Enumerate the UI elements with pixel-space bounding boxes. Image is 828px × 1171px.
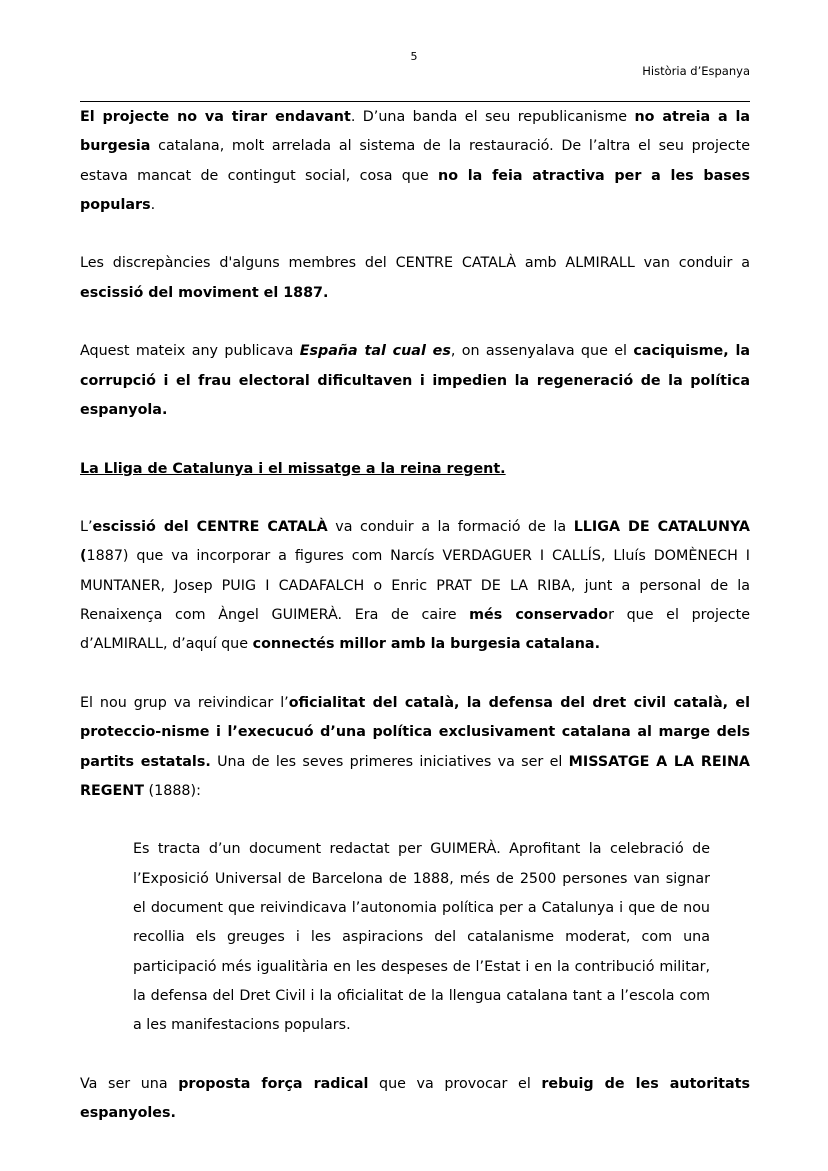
- text-segment: que va provocar el: [368, 1075, 542, 1092]
- bold-text: caciquisme, la corrupció i el frau electoral dificultaven i impedien la regeneració de la política espanyola.: [80, 343, 751, 418]
- text-segment: .: [150, 196, 156, 213]
- section-heading: [80, 455, 750, 484]
- text-segment: L’: [80, 519, 93, 536]
- text-segment: Una de les seves primeres iniciatives va ser el: [210, 753, 569, 770]
- bold-text: El projecte no va tirar endavant: [80, 109, 351, 125]
- text-segment: (1888):: [144, 782, 201, 799]
- text-segment: Aquest mateix any publicava: [80, 343, 300, 360]
- text-segment: Va ser una: [80, 1075, 179, 1092]
- text-segment: , on assenyalava que el: [450, 343, 634, 360]
- text-segment: Es tracta d’un document redactat per GUIMERÀ. Aprofitant la celebració de l’Exposició Universal de Barcelona de 1888, més de 2500 persones van signar el document que reivindicava l’autonomia política per a Catalunya i que de nou recollia els greuges i les aspiracions del catalanisme moderat, com una participació més igualitària en les despeses de l’Estat i en la contribució militar, la defensa del Dret Civil i la oficialitat de la llengua catalana tant a l’escola com a les manifestacions populars.: [133, 841, 710, 1034]
- bold-text: MISSATGE A LA REINA REGENT: [80, 753, 750, 799]
- bold-text: més conservado: [469, 607, 609, 624]
- bold-text: no la feia atractiva per a les bases populars: [80, 167, 750, 213]
- text-segment: . D’una banda el seu republicanisme: [350, 109, 635, 125]
- quoted-block-missatge: [133, 835, 710, 1040]
- paragraph-discrepancies: [80, 249, 750, 308]
- bold-text: proposta força radical: [178, 1075, 369, 1092]
- paragraph-conclusion: [80, 1070, 750, 1129]
- text-segment: La Lliga de Catalunya i el missatge a la reina regent.: [80, 460, 506, 477]
- header-title: Història d’Espanya: [642, 64, 750, 78]
- bold-text: oficialitat del català, la defensa del dret civil català, el proteccio-nisme i l’execucuó d’una política exclusivament catalana al marge dels partits estatals.: [80, 694, 750, 770]
- page-number: 5: [410, 50, 418, 63]
- paragraph-lliga-formation: [80, 513, 750, 659]
- header-divider: [80, 101, 750, 102]
- text-segment: 1887) que va incorporar a figures com Narcís VERDAGUER I CALLÍS, Lluís DOMÈNECH I MUNTANER, Josep PUIG I CADAFALCH o Enric PRAT DE LA RIBA, junt a personal de la Renaixença com Àngel GUIMERÀ. Era de caire: [80, 548, 750, 624]
- bold-text: connectés millor amb la burgesia catalana.: [252, 636, 601, 653]
- text-segment: Les discrepàncies d'alguns membres del CENTRE CATALÀ amb ALMIRALL van conduir a: [80, 255, 750, 272]
- bold-text: LLIGA DE CATALUNYA (: [80, 519, 750, 565]
- paragraph-lliga-program: [80, 689, 750, 806]
- emphasis-text: España tal cual es: [299, 343, 451, 360]
- bold-text: escissió del CENTRE CATALÀ: [92, 519, 328, 536]
- text-segment: r que el projecte d’ALMIRALL, d’aquí que: [80, 607, 750, 653]
- text-segment: El nou grup va reivindicar l’: [80, 694, 289, 711]
- text-segment: catalana, molt arrelada al sistema de la restauració. De l’altra el seu projecte estava mancat de contingut social, cosa que: [80, 138, 750, 184]
- bold-text: no atreia a la burgesia: [80, 109, 751, 155]
- paragraph-project-failure: [80, 103, 750, 220]
- bold-text: escissió del moviment el 1887.: [80, 284, 329, 301]
- bold-text: [300, 343, 451, 359]
- paragraph-espana-tal-cual-es: [80, 337, 750, 425]
- bold-text: rebuig de les autoritats espanyoles.: [80, 1075, 751, 1122]
- document-body: [80, 103, 750, 1158]
- text-segment: va conduir a la formació de la: [327, 519, 574, 536]
